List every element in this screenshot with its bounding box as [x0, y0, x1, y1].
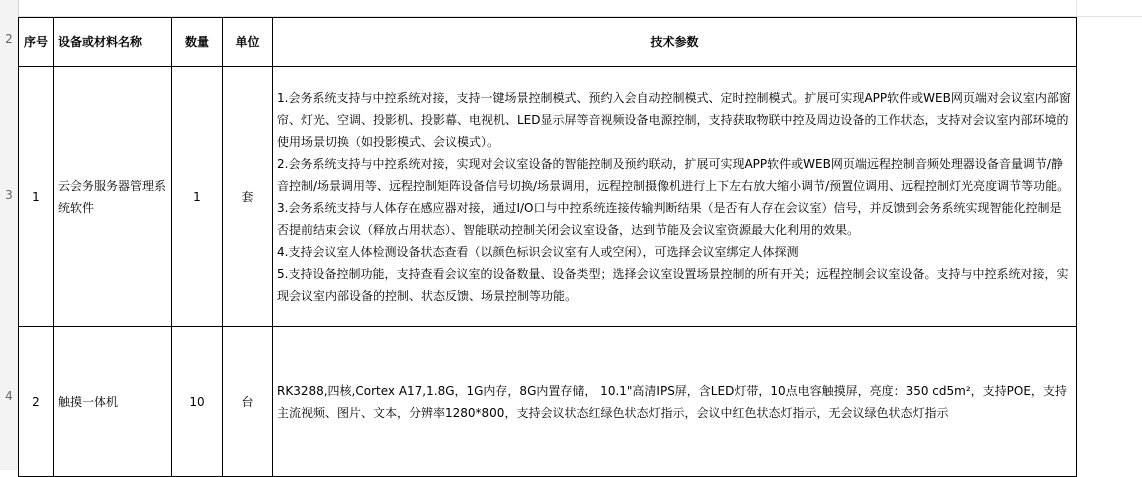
table-header-row [19, 18, 1077, 67]
row-number[interactable]: 4 [5, 389, 13, 403]
row-number[interactable]: 3 [5, 188, 13, 202]
table-row [19, 67, 1077, 327]
header-name[interactable]: 设备或材料名称 [54, 18, 172, 67]
cell-seq[interactable]: 2 [19, 327, 54, 477]
cell-qty[interactable]: 1 [172, 67, 223, 327]
cell-unit[interactable]: 套 [223, 67, 273, 327]
cell-unit[interactable]: 台 [223, 327, 273, 477]
cell-params[interactable] [273, 327, 1077, 477]
param-line: 3.会务系统支持与人体存在感应器对接，通过I/O口与中控系统连接传输判断结果（是否有人存在会议室）信号，并反馈到会务系统实现智能化控制是否提前结束会议（释放占用状态）、智能联动控制关闭会议室设备，达到节能及会议室资源最大化利用的效果。 [277, 200, 1062, 237]
header-seq[interactable]: 序号 [19, 18, 54, 67]
table-row [19, 327, 1077, 477]
param-line: 2.会务系统支持与中控系统对接，实现对会议室设备的智能控制及预约联动，扩展可实现APP软件或WEB网页端远程控制音频处理器设备音量调节/静音控制/场景调用等、远程控制矩阵设备信号切换/场景调用，远程控制摄像机进行上下左右放大缩小调节/预置位调用、远程控制灯光亮度调节等功能。 [277, 156, 1070, 193]
param-line: 1.会务系统支持与中控系统对接，支持一键场景控制模式、预约入会自动控制模式、定时控制模式。扩展可实现APP软件或WEB网页端对会议室内部窗帘、灯光、空调、投影机、投影幕、电视机、LED显示屏等音视频设备电源控制，支持获取物联中控及周边设备的工作状态，支持对会议室内部环境的使用场景切换（如投影模式、会议模式）。 [277, 90, 1071, 149]
cell-name[interactable]: 云会务服务器管理系统软件 [54, 67, 172, 327]
row-number[interactable]: 2 [5, 32, 13, 46]
header-params[interactable]: 技术参数 [273, 18, 1077, 67]
cell-seq[interactable]: 1 [19, 67, 54, 327]
cell-qty[interactable]: 10 [172, 327, 223, 477]
header-qty[interactable]: 数量 [172, 18, 223, 67]
header-unit[interactable]: 单位 [223, 18, 273, 67]
param-line: RK3288,四核,Cortex A17,1.8G，1G内存，8G内置存储， 10.1"高清IPS屏，含LED灯带，10点电容触摸屏，亮度：350 cd5m²，支持POE，支持主流视频、图片、文本，分辨率1280*800，支持会议状态红绿色状态灯指示，会议中红色状态灯指示，无会议绿色状态灯指示 [277, 383, 1067, 420]
param-line: 4.支持会议室人体检测设备状态查看（以颜色标识会议室有人或空闲），可选择会议室绑定人体探测 [277, 244, 799, 259]
param-line: 5.支持设备控制功能，支持查看会议室的设备数量、设备类型；选择会议室设置场景控制的所有开关；远程控制会议室设备。支持与中控系统对接，实现会议室内部设备的控制、状态反馈、场景控制等功能。 [277, 266, 1069, 303]
cell-name[interactable]: 触摸一体机 [54, 327, 172, 477]
cell-params[interactable] [273, 67, 1077, 327]
equipment-table [18, 17, 1077, 477]
